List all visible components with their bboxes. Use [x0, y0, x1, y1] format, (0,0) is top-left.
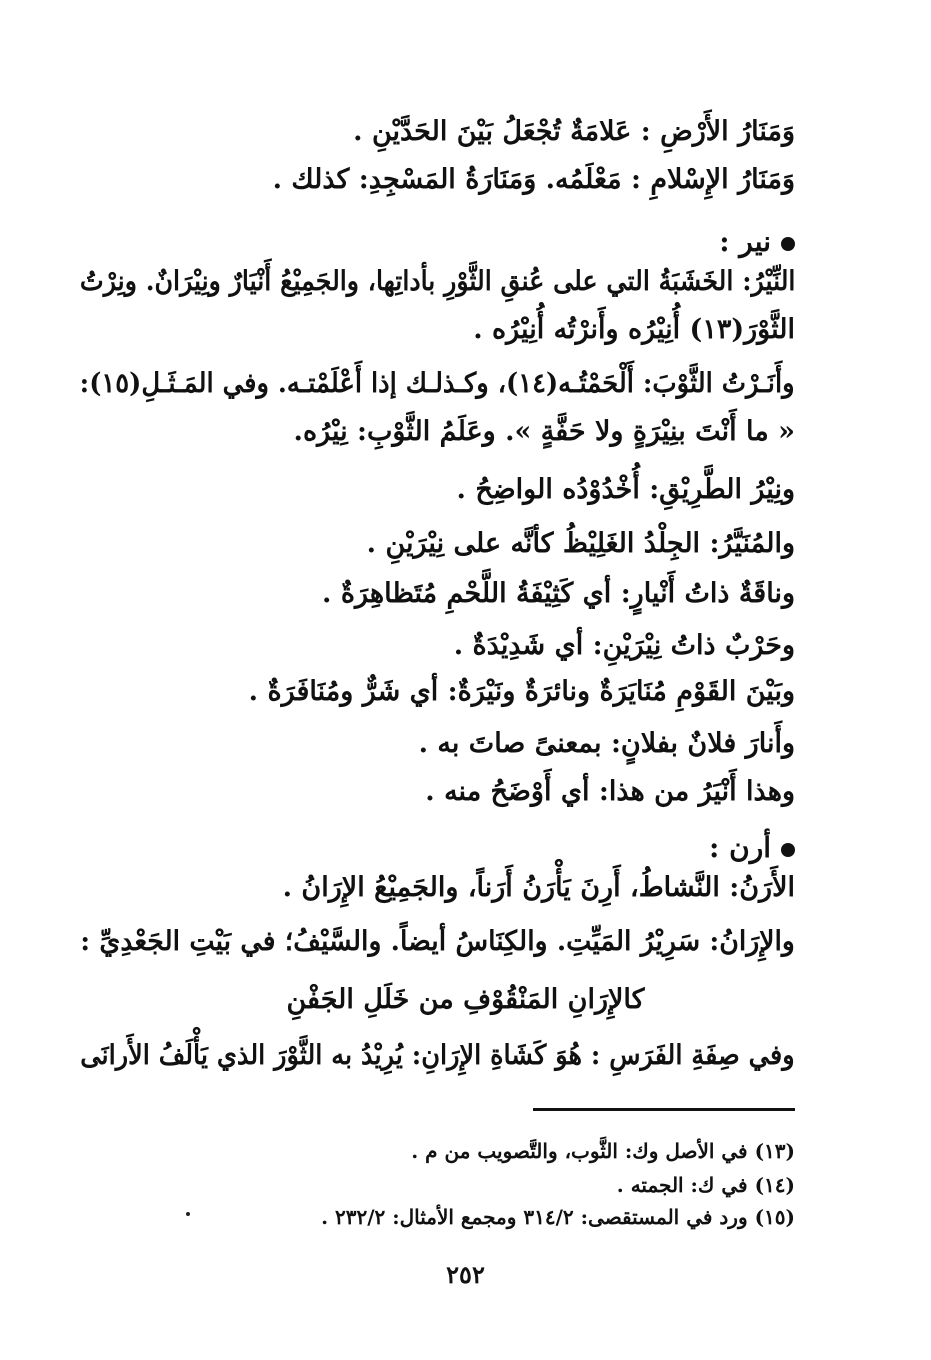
text-line: وبَيْنَ القَوْمِ مُنَايَرَةٌ ونائرَةٌ ونَيْرَةٌ: أي شَرٌّ ومُنَافَرَةٌ .	[248, 676, 795, 707]
text-line: « ما أَنْتَ بنِيْرَةٍ ولا حَفَّةٍ ». وعَلَمُ الثَّوْبِ: نِيْرُه.	[293, 416, 795, 447]
scan-speck	[186, 1212, 190, 1216]
footnote: (١٣) في الأصل وك: الثَّوب، والتَّصويب من م .	[411, 1139, 795, 1163]
text-line: وَمَنَارُ الأَرْضِ : عَلامَةٌ تُجْعَلُ بَيْنَ الحَدَّيْنِ .	[353, 116, 795, 147]
entry-heading-label: أرن :	[709, 831, 771, 864]
text-line: وأَنارَ فلانٌ بفلانٍ: بمعنىً صاتَ به .	[418, 728, 795, 759]
text-line: والمُنَيَّرُ: الجِلْدُ الغَلِيْظُ كأنَّه على نِيْرَيْنِ .	[366, 528, 795, 559]
bullet-icon	[781, 237, 795, 251]
text-line: والإِرَانُ: سَرِيْرُ المَيِّتِ. والكِنَاسُ أيضاً. والسَّيْفُ؛ في بَيْتِ الجَعْدِيِّ :	[80, 926, 795, 957]
text-line: وَمَنَارُ الإِسْلامِ : مَعْلَمُه. وَمَنَارَةُ المَسْجِدِ: كذلك .	[272, 164, 795, 195]
text-line: النِّيْرُ: الخَشَبَةُ التي على عُنقِ الثَّوْرِ بأداتِها، والجَمِيْعُ أَنْيَارٌ ونِيْرَانٌ. ونِرْتُ	[79, 266, 795, 297]
entry-heading-label: نير :	[719, 225, 771, 258]
poetry-verse: كالإِرَانِ المَنْقُوْفِ من خَلَلِ الجَفْنِ	[286, 984, 645, 1015]
footnote-separator	[533, 1108, 795, 1111]
text-line: الأَرَنُ: النَّشاطُ، أَرِنَ يَأْرَنُ أَرَناً، والجَمِيْعُ الإِرَانُ .	[282, 872, 795, 903]
text-line: وأَنَـرْتُ الثَّوْبَ: أَلْحَمْتُـه(١٤)، وكـذلـك إذا أَعْلَمْتـه. وفي المَـثَـلِ(١٥):	[80, 368, 795, 399]
text-line: وفي صِفَةِ الفَرَسِ : هُوَ كَشَاةِ الإِرَانِ: يُرِيْدُ به الثَّوْرَ الذي يَأْلَفُ الأَرانَى	[80, 1040, 795, 1071]
footnote: (١٥) ورد في المستقصى: ٣١٤/٢ ومجمع الأمثال: ٢٣٢/٢ .	[321, 1205, 795, 1229]
footnote: (١٤) في ك: الجمته .	[616, 1173, 795, 1197]
page-number: ٢٥٢	[446, 1260, 485, 1289]
entry-heading	[709, 828, 795, 868]
entry-heading	[719, 222, 795, 262]
text-line: وناقَةٌ ذاتُ أَنْيارٍ: أي كَثِيْفَةُ اللَّحْمِ مُتَظاهِرَةٌ .	[322, 578, 795, 609]
text-line: ونِيْرُ الطَّرِيْقِ: أُخْدُوْدُه الواضِحُ .	[456, 474, 795, 505]
bullet-icon	[781, 843, 795, 857]
text-line: وحَرْبٌ ذاتُ نِيْرَيْنِ: أي شَدِيْدَةٌ .	[453, 630, 795, 661]
text-line: وهذا أَنْيَرُ من هذا: أي أَوْضَحُ منه .	[425, 776, 795, 807]
text-line: الثَّوْرَ(١٣) أُنِيْرُه وأَنرْتُه أُنِيْرُه .	[473, 314, 795, 345]
